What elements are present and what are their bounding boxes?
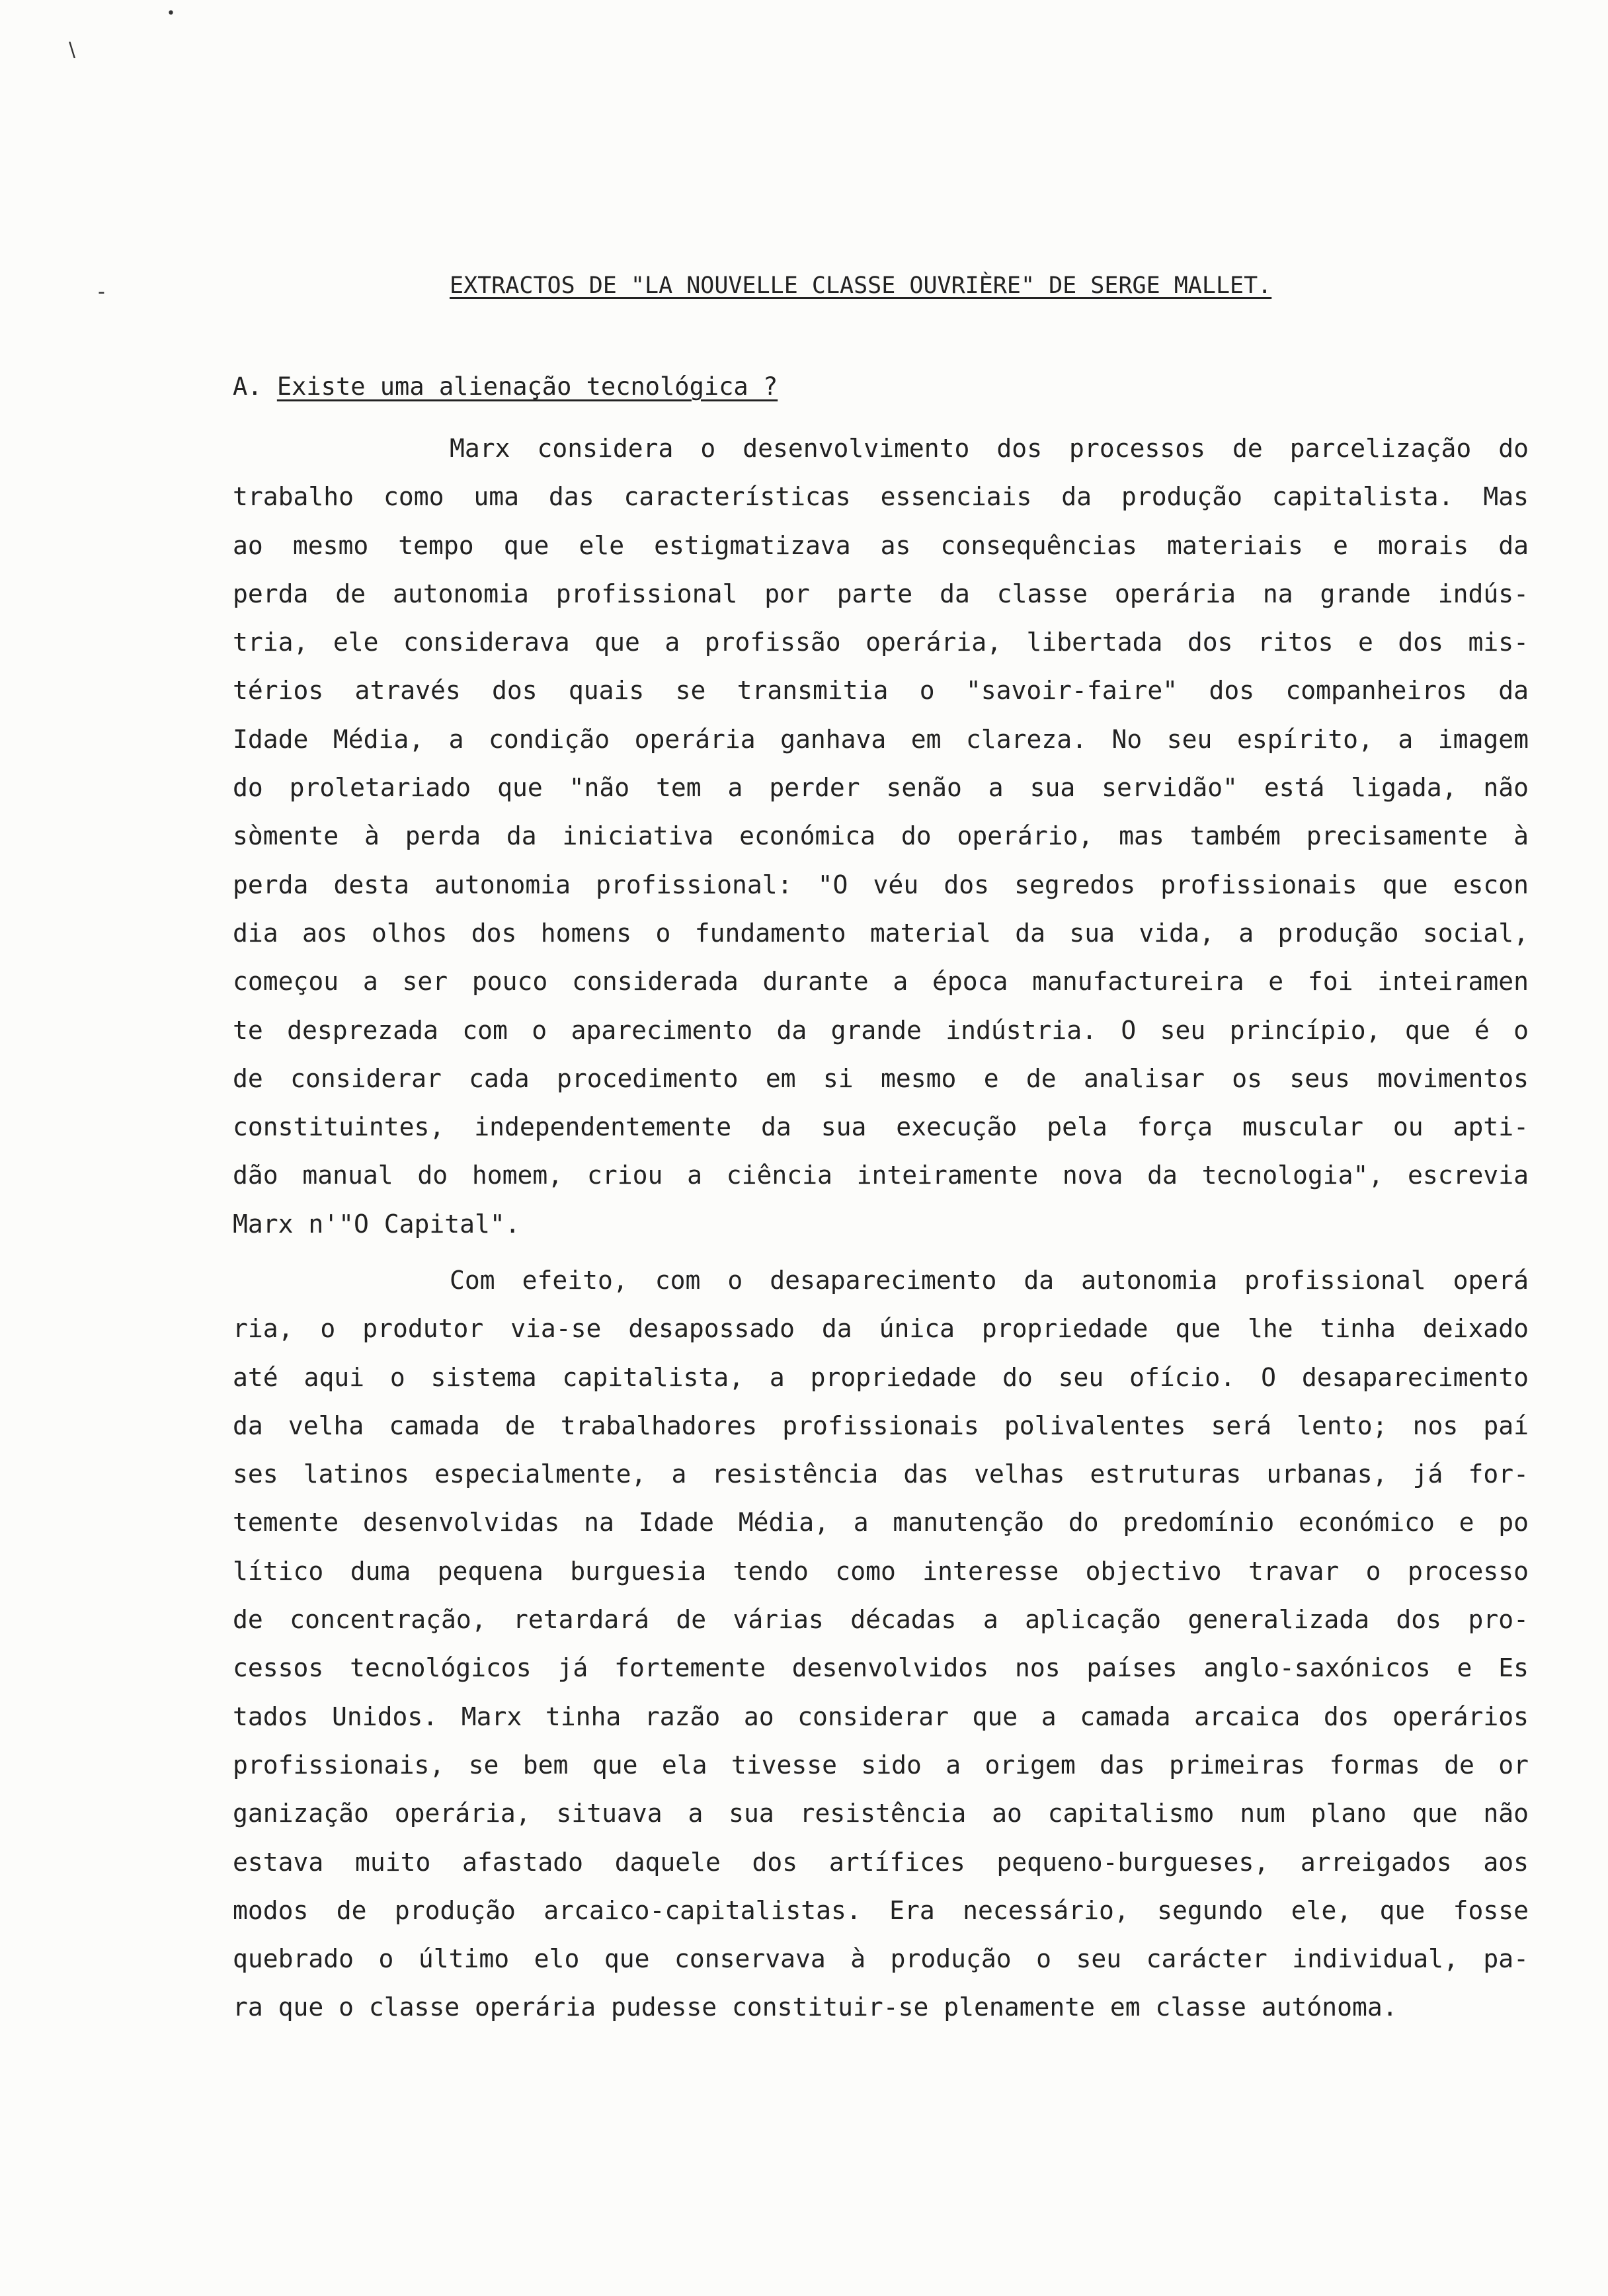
section-heading — [233, 370, 778, 403]
text-line: ganização operária, situava a sua resistência ao capitalismo num plano que não — [233, 1799, 1529, 1828]
scan-speck-mark: \ — [69, 38, 76, 62]
text-line: começou a ser pouco considerada durante a época manufactureira e foi inteiramen — [233, 967, 1529, 997]
text-line: te desprezada com o aparecimento da grande indústria. O seu princípio, que é o — [233, 1015, 1529, 1045]
paragraph-2 — [233, 1256, 1529, 2032]
text-line: perda de autonomia profissional por parte da classe operária na grande indús- — [233, 579, 1529, 608]
text-line: do proletariado que "não tem a perder senão a sua servidão" está ligada, não — [233, 773, 1529, 803]
text-line: Marx considera o desenvolvimento dos processos de parcelização do — [450, 434, 1529, 463]
section-heading-text: Existe uma alienação tecnológica ? — [276, 372, 778, 401]
text-line: tados Unidos. Marx tinha razão ao considerar que a camada arcaica dos operários — [233, 1702, 1529, 1731]
text-line: Marx n'"O Capital". — [233, 1209, 520, 1239]
text-line: temente desenvolvidas na Idade Média, a manutenção do predomínio económico e po — [233, 1508, 1529, 1538]
text-line: Idade Média, a condição operária ganhava em clareza. No seu espírito, a imagem — [233, 724, 1529, 754]
text-line: estava muito afastado daquele dos artífices pequeno-burgueses, arreigados aos — [233, 1847, 1529, 1877]
text-line: ria, o produtor via-se desapossado da única propriedade que lhe tinha deixado — [233, 1314, 1529, 1344]
text-line: ses latinos especialmente, a resistência das velhas estruturas urbanas, já for- — [233, 1459, 1529, 1489]
text-line: quebrado o último elo que conservava à produção o seu carácter individual, pa- — [233, 1944, 1529, 1974]
text-line: modos de produção arcaico-capitalistas. Era necessário, segundo ele, que fosse — [233, 1895, 1529, 1925]
text-line: térios através dos quais se transmitia o "savoir-faire" dos companheiros da — [233, 676, 1529, 706]
text-line: cessos tecnológicos já fortemente desenvolvidos nos países anglo-saxónicos e Es — [233, 1653, 1529, 1683]
text-line: até aqui o sistema capitalista, a propriedade do seu ofício. O desaparecimento — [233, 1362, 1529, 1392]
text-line: profissionais, se bem que ela tivesse sido a origem das primeiras formas de or — [233, 1750, 1529, 1780]
text-line: Com efeito, com o desaparecimento da autonomia profissional operá — [450, 1266, 1529, 1295]
text-line: ra que o classe operária pudesse constituir-se plenamente em classe autónoma. — [233, 1992, 1398, 2022]
text-line: da velha camada de trabalhadores profissionais polivalentes será lento; nos paí — [233, 1411, 1529, 1440]
text-line: trabalho como uma das características essenciais da produção capitalista. Mas — [233, 482, 1529, 512]
scan-speck-dot: • — [167, 5, 175, 22]
section-marker: A. — [233, 372, 262, 401]
document-title: EXTRACTOS DE "LA NOUVELLE CLASSE OUVRIÈRE" DE SERGE MALLET. — [450, 272, 1272, 299]
text-line: lítico duma pequena burguesia tendo como interesse objectivo travar o processo — [233, 1556, 1529, 1586]
text-line: ao mesmo tempo que ele estigmatizava as consequências materiais e morais da — [233, 530, 1529, 560]
text-line: dia aos olhos dos homens o fundamento material da sua vida, a produção social, — [233, 918, 1529, 948]
paragraph-1 — [233, 425, 1529, 1249]
text-line: sòmente à perda da iniciativa económica do operário, mas também precisamente à — [233, 821, 1529, 851]
text-line: dão manual do homem, criou a ciência inteiramente nova da tecnologia", escrevia — [233, 1161, 1529, 1190]
scan-speck-mark: - — [98, 280, 105, 304]
text-line: de concentração, retardará de várias décadas a aplicação generalizada dos pro- — [233, 1605, 1529, 1635]
text-line: constituintes, independentemente da sua execução pela força muscular ou apti- — [233, 1112, 1529, 1142]
text-line: de considerar cada procedimento em si mesmo e de analisar os seus movimentos — [233, 1063, 1529, 1093]
text-line: perda desta autonomia profissional: "O véu dos segredos profissionais que escon — [233, 870, 1529, 899]
text-line: tria, ele considerava que a profissão operária, libertada dos ritos e dos mis- — [233, 628, 1529, 657]
